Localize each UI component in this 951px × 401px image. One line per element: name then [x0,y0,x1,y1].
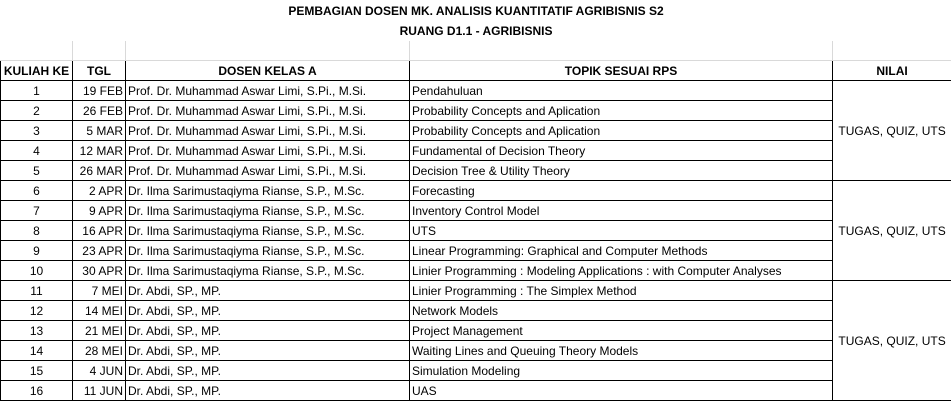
cell-kuliah[interactable]: 8 [1,221,73,241]
header-kuliah[interactable]: KULIAH KE [1,61,73,81]
room-row [1,21,951,41]
cell-kuliah[interactable]: 15 [1,361,73,381]
cell-nilai[interactable]: TUGAS, QUIZ, UTS [833,281,951,401]
table-row [1,341,951,361]
cell-kuliah[interactable]: 2 [1,101,73,121]
cell-tgl[interactable]: 7 MEI [73,281,126,301]
cell-kuliah[interactable]: 5 [1,161,73,181]
cell-dosen[interactable]: Dr. Abdi, SP., MP. [126,361,410,381]
table-row [1,301,951,321]
cell-kuliah[interactable]: 9 [1,241,73,261]
cell-dosen[interactable]: Dr. Ilma Sarimustaqiyma Rianse, S.P., M.Sc. [126,241,410,261]
cell-kuliah[interactable]: 16 [1,381,73,401]
table-row [1,321,951,341]
cell-dosen[interactable]: Dr. Abdi, SP., MP. [126,341,410,361]
cell-topik[interactable]: Decision Tree & Utility Theory [410,161,833,181]
table-row [1,201,951,221]
header-nilai[interactable]: NILAI [833,61,951,81]
cell-topik[interactable]: Waiting Lines and Queuing Theory Models [410,341,833,361]
page-title: PEMBAGIAN DOSEN MK. ANALISIS KUANTITATIF AGRIBISNIS S2 [288,3,664,18]
cell-kuliah[interactable]: 14 [1,341,73,361]
cell-tgl[interactable]: 30 APR [73,261,126,281]
table-row [1,181,951,201]
cell-topik[interactable]: Network Models [410,301,833,321]
blank-cell[interactable] [126,41,410,61]
cell-topik[interactable]: Linear Programming: Graphical and Computer Methods [410,241,833,261]
cell-kuliah[interactable]: 6 [1,181,73,201]
cell-kuliah[interactable]: 1 [1,81,73,101]
room-subtitle: RUANG D1.1 - AGRIBISNIS [399,24,553,38]
cell-topik[interactable]: Project Management [410,321,833,341]
blank-cell[interactable] [73,41,126,61]
cell-topik[interactable]: Fundamental of Decision Theory [410,141,833,161]
table-body [1,81,951,401]
cell-tgl[interactable]: 9 APR [73,201,126,221]
cell-nilai[interactable]: TUGAS, QUIZ, UTS [833,181,951,281]
cell-kuliah[interactable]: 13 [1,321,73,341]
cell-dosen[interactable]: Prof. Dr. Muhammad Aswar Limi, S.Pi., M.Si. [126,101,410,121]
header-dosen[interactable]: DOSEN KELAS A [126,61,410,81]
cell-dosen[interactable]: Prof. Dr. Muhammad Aswar Limi, S.Pi., M.Si. [126,81,410,101]
cell-topik[interactable]: Simulation Modeling [410,361,833,381]
blank-row [1,41,951,61]
cell-dosen[interactable]: Dr. Ilma Sarimustaqiyma Rianse, S.P., M.Sc. [126,221,410,241]
blank-cell[interactable] [1,41,73,61]
cell-tgl[interactable]: 19 FEB [73,81,126,101]
table-row [1,101,951,121]
cell-nilai[interactable]: TUGAS, QUIZ, UTS [833,81,951,181]
cell-dosen[interactable]: Dr. Abdi, SP., MP. [126,321,410,341]
cell-kuliah[interactable]: 3 [1,121,73,141]
cell-dosen[interactable]: Dr. Ilma Sarimustaqiyma Rianse, S.P., M.Sc. [126,181,410,201]
cell-tgl[interactable]: 11 JUN [73,381,126,401]
cell-topik[interactable]: Forecasting [410,181,833,201]
cell-topik[interactable]: Inventory Control Model [410,201,833,221]
cell-topik[interactable]: Pendahuluan [410,81,833,101]
table-row [1,161,951,181]
cell-tgl[interactable]: 4 JUN [73,361,126,381]
table-row [1,281,951,301]
cell-dosen[interactable]: Dr. Abdi, SP., MP. [126,381,410,401]
cell-dosen[interactable]: Dr. Abdi, SP., MP. [126,281,410,301]
cell-kuliah[interactable]: 11 [1,281,73,301]
blank-cell[interactable] [410,41,833,61]
blank-cell[interactable] [833,41,951,61]
cell-tgl[interactable]: 2 APR [73,181,126,201]
table-row [1,381,951,401]
cell-kuliah[interactable]: 10 [1,261,73,281]
cell-tgl[interactable]: 28 MEI [73,341,126,361]
cell-topik[interactable]: UAS [410,381,833,401]
cell-dosen[interactable]: Dr. Abdi, SP., MP. [126,301,410,321]
cell-kuliah[interactable]: 4 [1,141,73,161]
cell-tgl[interactable]: 14 MEI [73,301,126,321]
cell-tgl[interactable]: 12 MAR [73,141,126,161]
cell-tgl[interactable]: 5 MAR [73,121,126,141]
cell-topik[interactable]: Linier Programming : Modeling Applications : with Computer Analyses [410,261,833,281]
header-tgl[interactable]: TGL [73,61,126,81]
table-row [1,81,951,101]
cell-kuliah[interactable]: 12 [1,301,73,321]
cell-topik[interactable]: Probability Concepts and Aplication [410,101,833,121]
cell-tgl[interactable]: 16 APR [73,221,126,241]
header-topik[interactable]: TOPIK SESUAI RPS [410,61,833,81]
cell-kuliah[interactable]: 7 [1,201,73,221]
cell-tgl[interactable]: 21 MEI [73,321,126,341]
table-row [1,361,951,381]
table-row [1,261,951,281]
table-row [1,141,951,161]
cell-tgl[interactable]: 26 MAR [73,161,126,181]
title-row [1,0,951,21]
cell-tgl[interactable]: 26 FEB [73,101,126,121]
table-row [1,221,951,241]
cell-dosen[interactable]: Prof. Dr. Muhammad Aswar Limi, S.Pi., M.Si. [126,161,410,181]
cell-dosen[interactable]: Dr. Ilma Sarimustaqiyma Rianse, S.P., M.Sc. [126,201,410,221]
header-row [1,61,951,81]
cell-dosen[interactable]: Dr. Ilma Sarimustaqiyma Rianse, S.P., M.Sc. [126,261,410,281]
cell-dosen[interactable]: Prof. Dr. Muhammad Aswar Limi, S.Pi., M.Si. [126,141,410,161]
cell-topik[interactable]: Probability Concepts and Aplication [410,121,833,141]
cell-dosen[interactable]: Prof. Dr. Muhammad Aswar Limi, S.Pi., M.Si. [126,121,410,141]
table-row [1,121,951,141]
cell-tgl[interactable]: 23 APR [73,241,126,261]
table-row [1,241,951,261]
cell-topik[interactable]: UTS [410,221,833,241]
cell-topik[interactable]: Linier Programming : The Simplex Method [410,281,833,301]
